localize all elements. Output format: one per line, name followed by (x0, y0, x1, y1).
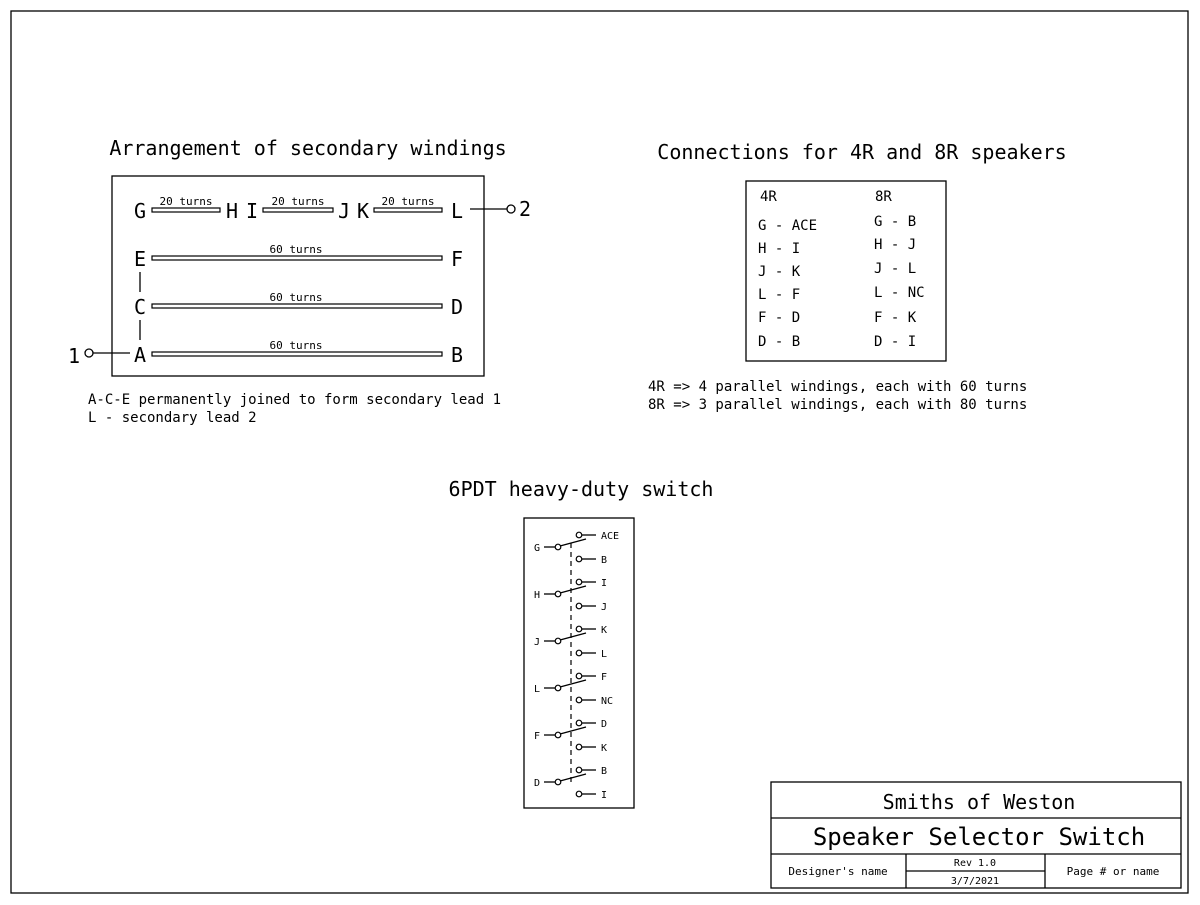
terminal-e: E (133, 247, 147, 271)
pole-lower-label: L (601, 649, 608, 660)
winding-k-l (374, 208, 442, 212)
switch-pole-l (534, 672, 613, 707)
pole-blade (560, 633, 586, 640)
winding-row-e-f (134, 243, 463, 271)
col-4r-row: G - ACE (758, 218, 818, 234)
pole-lower-contact-icon (576, 744, 582, 750)
pole-upper-label: D (601, 719, 608, 730)
title-block (771, 782, 1181, 888)
connections-note-1: 4R => 4 parallel windings, each with 60 turns (648, 379, 1028, 395)
pole-common-label: L (534, 684, 541, 695)
lead1-terminal-icon (85, 349, 93, 357)
pole-upper-contact-icon (576, 720, 582, 726)
col-4r-row: H - I (758, 241, 801, 257)
pole-common-contact-icon (555, 732, 561, 738)
col-4r-row: L - F (758, 287, 801, 303)
winding-g-h (152, 208, 220, 212)
pole-common-label: H (534, 590, 541, 601)
pole-common-label: J (534, 637, 541, 648)
company-name: Smiths of Weston (882, 790, 1076, 814)
winding-row-c-d (134, 291, 463, 319)
pole-upper-contact-icon (576, 532, 582, 538)
switch-pole-g (534, 531, 619, 566)
col-4r-header: 4R (760, 189, 777, 205)
pole-lower-label: J (601, 602, 608, 613)
winding-i-j-turns: 20 turns (271, 195, 325, 208)
terminal-g: G (133, 199, 147, 223)
switch-title: 6PDT heavy-duty switch (448, 477, 714, 501)
pole-upper-label: ACE (601, 531, 620, 542)
winding-c-d-turns: 60 turns (269, 291, 323, 304)
winding-e-f (152, 256, 442, 260)
terminal-b: B (450, 343, 464, 367)
pole-lower-contact-icon (576, 697, 582, 703)
connections-note-2: 8R => 3 parallel windings, each with 80 turns (648, 397, 1028, 413)
terminal-a: A (133, 343, 147, 367)
winding-i-j (263, 208, 333, 212)
pole-common-label: G (534, 543, 541, 554)
pole-lower-label: K (601, 743, 608, 754)
terminal-f: F (450, 247, 464, 271)
col-8r-row: G - B (874, 214, 917, 230)
winding-c-d (152, 304, 442, 308)
terminal-d: D (450, 295, 464, 319)
windings-note-2: L - secondary lead 2 (88, 410, 257, 426)
terminal-h: H (225, 199, 239, 223)
pole-blade (560, 680, 586, 687)
pole-upper-contact-icon (576, 767, 582, 773)
col-8r-row: J - L (874, 261, 917, 277)
pole-blade (560, 727, 586, 734)
winding-top-row (134, 195, 531, 223)
windings-note-1: A-C-E permanently joined to form secondary lead 1 (88, 392, 502, 408)
pole-upper-label: B (601, 766, 608, 777)
col-4r-row: D - B (758, 334, 801, 350)
col-4r-row: J - K (758, 264, 801, 280)
drawing-date: 3/7/2021 (950, 876, 1000, 887)
pole-blade (560, 539, 586, 546)
pole-common-label: D (534, 778, 541, 789)
designer-name: Designer's name (788, 865, 888, 878)
winding-g-h-turns: 20 turns (159, 195, 213, 208)
lead2-label: 2 (519, 197, 532, 221)
pole-common-label: F (534, 731, 541, 742)
col-4r-row: F - D (758, 310, 801, 326)
terminal-i: I (245, 199, 259, 223)
pole-common-contact-icon (555, 685, 561, 691)
terminal-j: J (337, 199, 351, 223)
pole-lower-contact-icon (576, 556, 582, 562)
pole-lower-contact-icon (576, 603, 582, 609)
drawing-title: Speaker Selector Switch (812, 823, 1146, 851)
connections-section (648, 140, 1067, 413)
lead1-label: 1 (68, 344, 81, 368)
revision: Rev 1.0 (953, 858, 997, 869)
pole-lower-label: I (601, 790, 608, 801)
windings-title: Arrangement of secondary windings (109, 136, 507, 160)
col-8r-row: F - K (874, 310, 917, 326)
pole-lower-contact-icon (576, 791, 582, 797)
pole-lower-label: B (601, 555, 608, 566)
pole-lower-contact-icon (576, 650, 582, 656)
pole-common-contact-icon (555, 591, 561, 597)
page-name: Page # or name (1066, 865, 1160, 878)
switch-section (449, 477, 714, 808)
winding-row-a-b (68, 339, 463, 368)
pole-lower-label: NC (601, 696, 614, 707)
pole-upper-contact-icon (576, 626, 582, 632)
pole-common-contact-icon (555, 544, 561, 550)
pole-upper-label: K (601, 625, 608, 636)
col-8r-row: H - J (874, 237, 917, 253)
pole-upper-label: I (601, 578, 608, 589)
windings-section (68, 136, 531, 426)
lead2-terminal-icon (507, 205, 515, 213)
pole-common-contact-icon (555, 779, 561, 785)
terminal-c: C (133, 295, 147, 319)
winding-k-l-turns: 20 turns (381, 195, 435, 208)
pole-upper-label: F (601, 672, 608, 683)
pole-upper-contact-icon (576, 673, 582, 679)
pole-upper-contact-icon (576, 579, 582, 585)
col-8r-header: 8R (875, 189, 892, 205)
pole-blade (560, 774, 586, 781)
connections-title: Connections for 4R and 8R speakers (657, 140, 1067, 164)
terminal-k: K (356, 199, 370, 223)
pole-blade (560, 586, 586, 593)
col-8r-row: D - I (874, 334, 917, 350)
winding-a-b-turns: 60 turns (269, 339, 323, 352)
terminal-l: L (450, 199, 464, 223)
col-8r-row: L - NC (874, 285, 925, 301)
winding-a-b (152, 352, 442, 356)
pole-common-contact-icon (555, 638, 561, 644)
winding-e-f-turns: 60 turns (269, 243, 323, 256)
